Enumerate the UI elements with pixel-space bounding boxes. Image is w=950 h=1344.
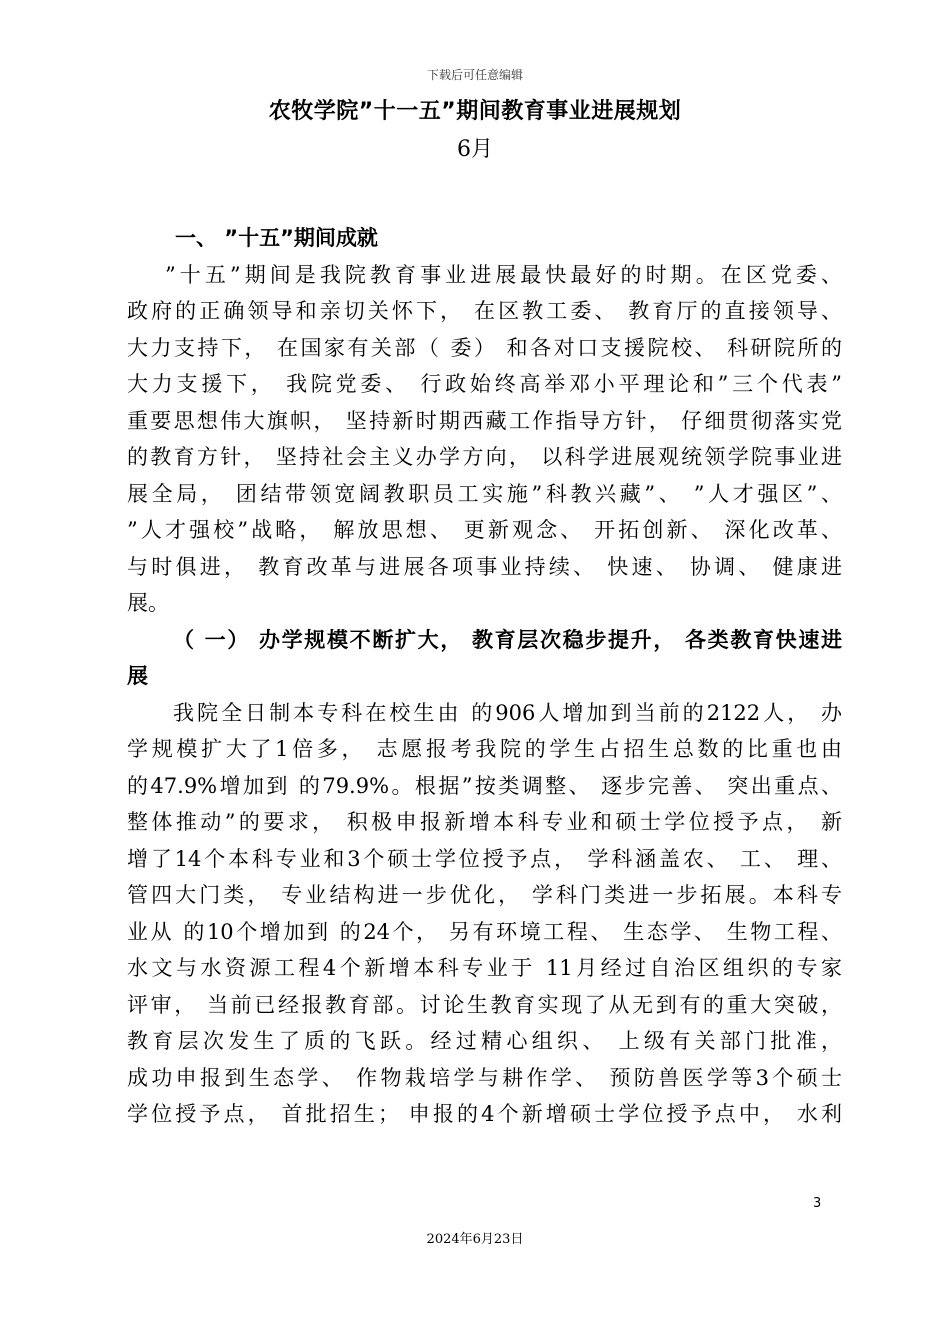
paragraph-line: 成功申报到生态学、 作物栽培学与耕作学、 预防兽医学等3个硕士 [127,1065,842,1090]
paragraph-line: 的教育方针， 坚持社会主义办学方向， 以科学进展观统领学院事业进 [127,445,842,469]
paragraph-line: 与时俱进， 教育改革与进展各项事业持续、 快速、 协调、 健康进 [127,554,842,579]
paragraph-line: 水文与水资源工程4个新增本科专业于 11月经过自治区组织的专家 [127,956,842,980]
paragraph-line: 大力支持下， 在国家有关部（ 委） 和各对口支援院校、 科研院所的 [127,335,842,360]
paragraph-line: 大力支援下， 我院党委、 行政始终高举邓小平理论和”三个代表” [127,372,842,396]
paragraph-line: 我院全日制本专科在校生由 的906人增加到当前的2122人， 办 [173,700,842,725]
footer-date: 2024年6月23日 [426,1232,524,1247]
subsection-heading [127,622,842,695]
paragraph-line: 增了14个本科专业和3个硕士学位授予点， 学科涵盖农、 工、 理、 [127,846,842,871]
paragraph-line: 政府的正确领导和亲切关怀下， 在区教工委、 教育厅的直接领导、 [127,299,842,323]
paragraph-line: 学规模扩大了1倍多， 志愿报考我院的学生占招生总数的比重也由 [127,737,842,761]
paragraph-line: 展。 [127,591,169,615]
paragraph-line: 学位授予点， 首批招生； 申报的4个新增硕士学位授予点中， 水利 [127,1102,842,1126]
subsection-paragraph [127,695,842,1133]
paragraph-line: 的47.9%增加到 的79.9%。根据”按类调整、 逐步完善、 突出重点、 [127,773,842,798]
document-title: 农牧学院”十一五”期间教育事业进展规划 [268,99,682,124]
heading-line: 展 [127,664,148,688]
section-paragraph [127,257,842,622]
header-note: 下载后可任意编辑 [426,68,523,82]
page-number: 3 [813,1196,822,1211]
paragraph-line: 业从 的10个增加到 的24个， 另有环境工程、 生态学、 生物工程、 [127,919,842,944]
document-body [127,220,842,1133]
paragraph-line: 教育层次发生了质的飞跃。经过精心组织、 上级有关部门批准， [127,1029,842,1053]
paragraph-line: 重要思想伟大旗帜， 坚持新时期西藏工作指导方针， 仔细贯彻落实党 [127,408,842,433]
paragraph-line: 整体推动”的要求， 积极申报新增本科专业和硕士学位授予点， 新 [127,810,842,834]
paragraph-line: ”十五”期间是我院教育事业进展最快最好的时期。在区党委、 [165,262,842,287]
paragraph-line: ”人才强校”战略， 解放思想、 更新观念、 开拓创新、 深化改革、 [127,518,842,542]
paragraph-line: 展全局， 团结带领宽阔教职员工实施”科教兴藏”、 ”人才强区”、 [127,481,842,506]
section-heading: 一、 ”十五”期间成就 [175,226,378,250]
paragraph-line: 评审， 当前已经报教育部。讨论生教育实现了从无到有的重大突破， [127,992,842,1017]
paragraph-line: 管四大门类， 专业结构进一步优化， 学科门类进一步拓展。本科专 [127,883,842,907]
heading-line: （ 一） 办学规模不断扩大， 教育层次稳步提升， 各类教育快速进 [173,627,842,652]
document-date: 6月 [457,137,493,162]
